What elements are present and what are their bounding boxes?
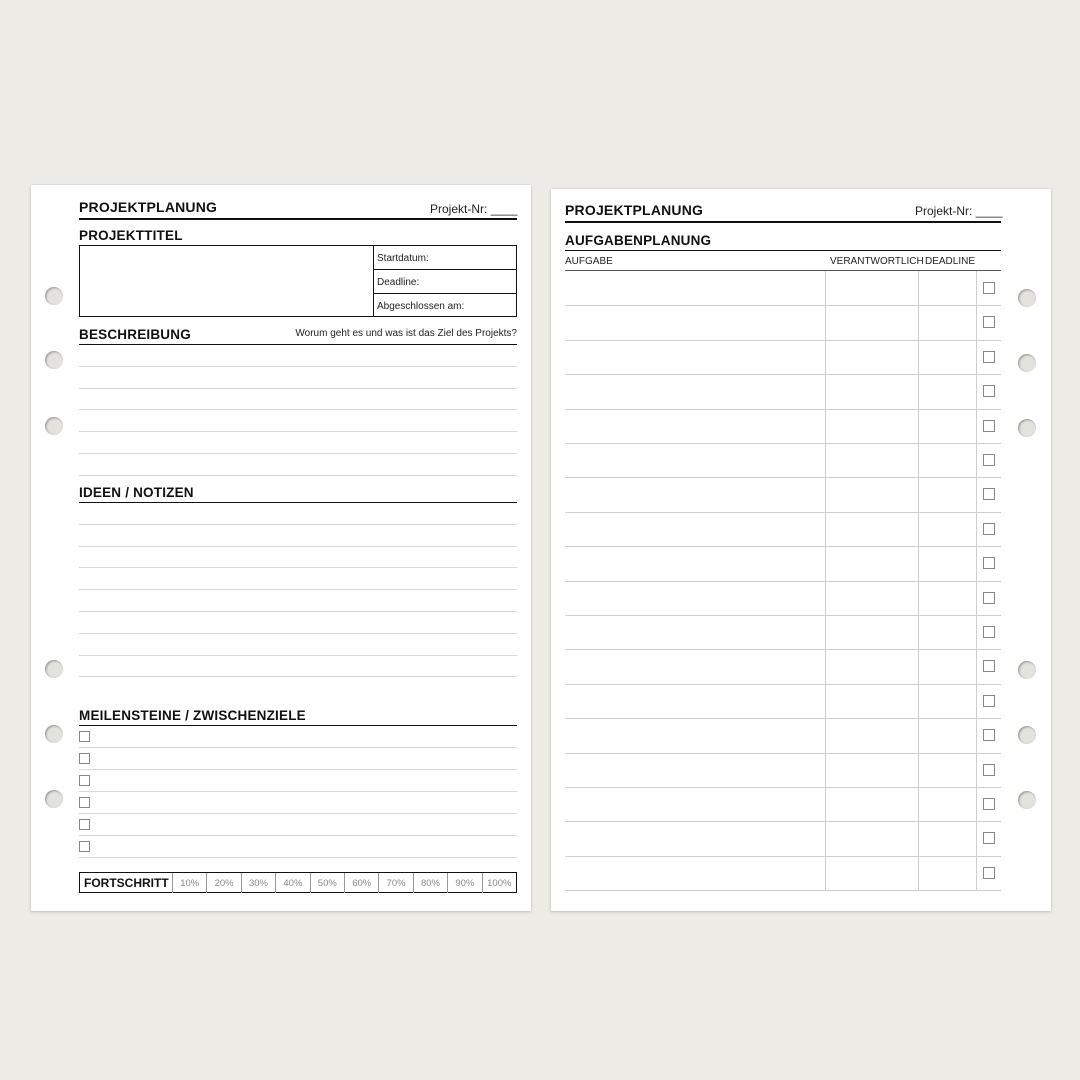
writing-line[interactable] xyxy=(79,524,517,525)
planner-page-left xyxy=(31,185,531,911)
task-row-line[interactable] xyxy=(565,340,1001,341)
divider xyxy=(374,269,516,270)
writing-line[interactable] xyxy=(79,431,517,432)
task-row-line[interactable] xyxy=(565,649,1001,650)
section-rule xyxy=(565,250,1001,251)
progress-step[interactable]: 30% xyxy=(241,873,275,893)
milestone-checkbox[interactable] xyxy=(79,841,90,852)
task-row-line[interactable] xyxy=(565,821,1001,822)
punch-hole xyxy=(45,417,63,435)
punch-hole xyxy=(45,790,63,808)
section-rule xyxy=(79,344,517,345)
task-done-checkbox[interactable] xyxy=(983,592,995,604)
writing-line[interactable] xyxy=(79,567,517,568)
milestone-checkbox[interactable] xyxy=(79,753,90,764)
punch-hole xyxy=(1018,726,1036,744)
task-row-line[interactable] xyxy=(565,374,1001,375)
milestone-line[interactable] xyxy=(79,791,517,792)
punch-hole xyxy=(1018,791,1036,809)
page-title: PROJEKTPLANUNG xyxy=(79,199,218,215)
column-deadline: DEADLINE xyxy=(925,256,976,267)
description-hint: Worum geht es und was ist das Ziel des Projekts? xyxy=(295,328,517,339)
column-header-rule xyxy=(565,270,1001,271)
punch-hole xyxy=(1018,661,1036,679)
milestone-checkbox[interactable] xyxy=(79,775,90,786)
task-row-line[interactable] xyxy=(565,890,1001,891)
task-row-line[interactable] xyxy=(565,477,1001,478)
writing-line[interactable] xyxy=(79,366,517,367)
punch-hole xyxy=(45,287,63,305)
progress-step[interactable]: 20% xyxy=(206,873,240,893)
writing-line[interactable] xyxy=(79,409,517,410)
punch-hole xyxy=(45,725,63,743)
completed-on-field[interactable]: Abgeschlossen am: xyxy=(377,301,465,312)
task-row-line[interactable] xyxy=(565,787,1001,788)
progress-step[interactable]: 60% xyxy=(344,873,378,893)
task-done-checkbox[interactable] xyxy=(983,798,995,810)
milestone-checkbox[interactable] xyxy=(79,819,90,830)
start-date-field[interactable]: Startdatum: xyxy=(377,253,429,264)
progress-step[interactable]: 100% xyxy=(482,873,516,893)
milestone-line[interactable] xyxy=(79,747,517,748)
task-done-checkbox[interactable] xyxy=(983,523,995,535)
page-title: PROJEKTPLANUNG xyxy=(565,202,704,218)
writing-line[interactable] xyxy=(79,611,517,612)
description-heading: BESCHREIBUNG xyxy=(79,327,191,342)
progress-label: FORTSCHRITT xyxy=(84,876,169,890)
task-row-line[interactable] xyxy=(565,753,1001,754)
task-done-checkbox[interactable] xyxy=(983,695,995,707)
task-done-checkbox[interactable] xyxy=(983,420,995,432)
project-title-heading: PROJEKTTITEL xyxy=(79,228,183,243)
punch-hole xyxy=(45,351,63,369)
task-done-checkbox[interactable] xyxy=(983,351,995,363)
progress-step[interactable]: 70% xyxy=(378,873,412,893)
header-rule xyxy=(79,218,517,220)
task-done-checkbox[interactable] xyxy=(983,832,995,844)
notes-heading: IDEEN / NOTIZEN xyxy=(79,485,194,500)
task-done-checkbox[interactable] xyxy=(983,729,995,741)
task-row-line[interactable] xyxy=(565,512,1001,513)
progress-bar xyxy=(79,872,517,893)
writing-line[interactable] xyxy=(79,388,517,389)
writing-line[interactable] xyxy=(79,676,517,677)
column-responsible: VERANTWORTLICH xyxy=(830,256,924,267)
writing-line[interactable] xyxy=(79,475,517,476)
column-task: AUFGABE xyxy=(565,256,613,267)
project-nr-label: Projekt-Nr: ____ xyxy=(915,204,1003,218)
task-row-line[interactable] xyxy=(565,856,1001,857)
writing-line[interactable] xyxy=(79,546,517,547)
date-fields-box xyxy=(373,245,517,317)
header-rule xyxy=(565,221,1001,223)
progress-step[interactable]: 80% xyxy=(413,873,447,893)
task-planning-heading: AUFGABENPLANUNG xyxy=(565,233,712,248)
task-row-line[interactable] xyxy=(565,684,1001,685)
milestone-checkbox[interactable] xyxy=(79,731,90,742)
writing-line[interactable] xyxy=(79,633,517,634)
task-row-line[interactable] xyxy=(565,718,1001,719)
milestone-line[interactable] xyxy=(79,857,517,858)
writing-line[interactable] xyxy=(79,453,517,454)
milestone-line[interactable] xyxy=(79,813,517,814)
task-done-checkbox[interactable] xyxy=(983,282,995,294)
milestone-line[interactable] xyxy=(79,835,517,836)
milestone-checkbox[interactable] xyxy=(79,797,90,808)
section-rule xyxy=(79,725,517,726)
task-row-line[interactable] xyxy=(565,409,1001,410)
writing-line[interactable] xyxy=(79,655,517,656)
punch-hole xyxy=(1018,289,1036,307)
task-done-checkbox[interactable] xyxy=(983,557,995,569)
task-row-line[interactable] xyxy=(565,615,1001,616)
progress-step[interactable]: 90% xyxy=(447,873,481,893)
task-row-line[interactable] xyxy=(565,305,1001,306)
divider xyxy=(374,293,516,294)
task-done-checkbox[interactable] xyxy=(983,454,995,466)
progress-step[interactable]: 50% xyxy=(310,873,344,893)
milestones-heading: MEILENSTEINE / ZWISCHENZIELE xyxy=(79,708,306,723)
section-rule xyxy=(79,502,517,503)
task-done-checkbox[interactable] xyxy=(983,660,995,672)
punch-hole xyxy=(1018,419,1036,437)
task-done-checkbox[interactable] xyxy=(983,626,995,638)
task-done-checkbox[interactable] xyxy=(983,764,995,776)
punch-hole xyxy=(45,660,63,678)
progress-step[interactable]: 10% xyxy=(172,873,206,893)
deadline-field[interactable]: Deadline: xyxy=(377,277,420,288)
task-done-checkbox[interactable] xyxy=(983,316,995,328)
planner-page-right xyxy=(551,189,1051,911)
task-done-checkbox[interactable] xyxy=(983,488,995,500)
task-done-checkbox[interactable] xyxy=(983,867,995,879)
project-nr-label: Projekt-Nr: ____ xyxy=(430,202,518,216)
task-row-line[interactable] xyxy=(565,546,1001,547)
task-done-checkbox[interactable] xyxy=(983,385,995,397)
writing-line[interactable] xyxy=(79,589,517,590)
task-row-line[interactable] xyxy=(565,581,1001,582)
milestone-line[interactable] xyxy=(79,769,517,770)
punch-hole xyxy=(1018,354,1036,372)
progress-step[interactable]: 40% xyxy=(275,873,309,893)
task-row-line[interactable] xyxy=(565,443,1001,444)
